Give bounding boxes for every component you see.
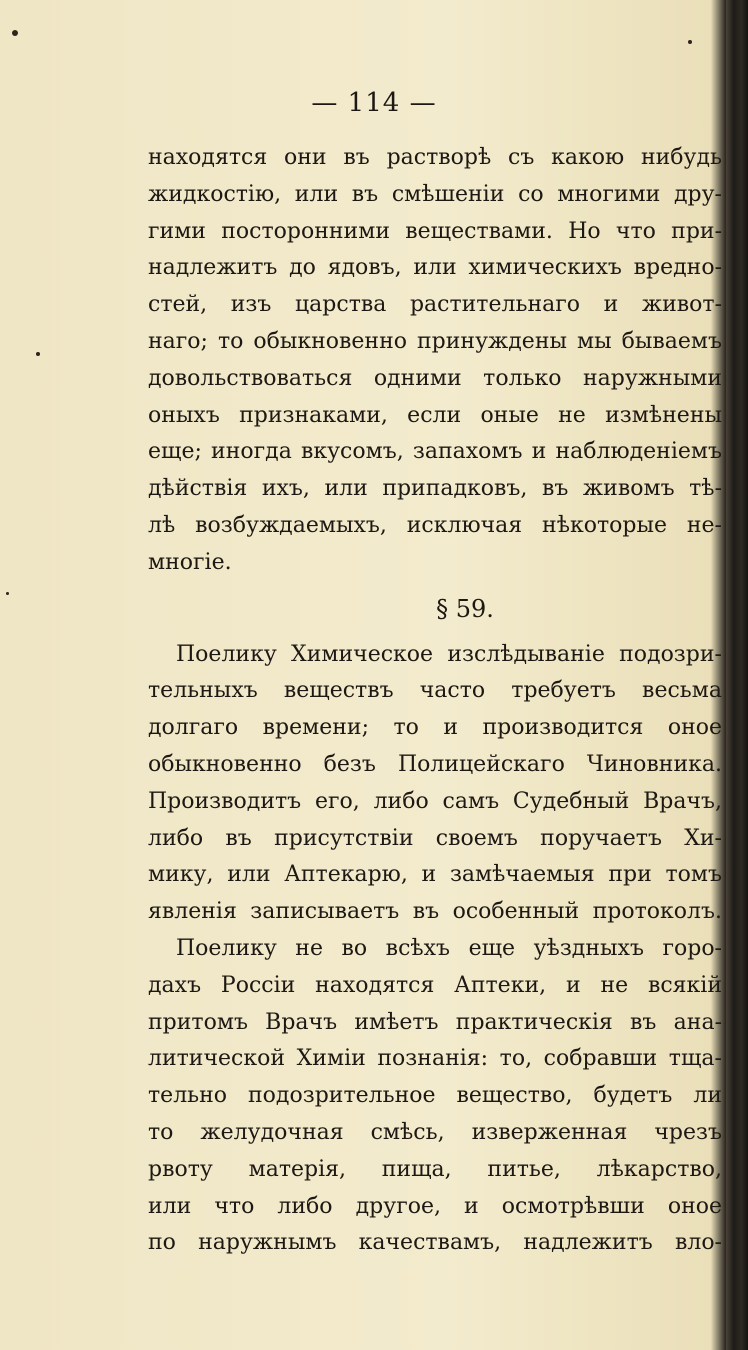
text-line: надлежитъ до ядовъ, или химическихъ вредно- (148, 255, 722, 281)
text-line: тельно подозрительное вещество, будетъ ли (148, 1083, 722, 1109)
text-line: литической Химіи познанія: то, собравши тща- (148, 1046, 722, 1072)
ink-speck (12, 30, 18, 36)
text-line: Поелику Химическое изслѣдываніе подозри- (176, 641, 722, 667)
ink-speck (688, 40, 692, 44)
text-line: жидкостію, или въ смѣшеніи со многими дру- (148, 181, 722, 207)
text-line: лѣ возбуждаемыхъ, исключая нѣкоторые не- (148, 512, 722, 538)
text-line: наго; то обыкновенно принуждены мы бываемъ (148, 328, 722, 354)
text-line: по наружнымъ качествамъ, надлежитъ вло- (148, 1230, 722, 1256)
text-line: тельныхъ веществъ часто требуетъ весьма (148, 678, 722, 704)
text-line: гими посторонними веществами. Но что при- (148, 218, 722, 244)
text-line: либо въ присутствіи своемъ поручаетъ Хи- (148, 825, 722, 851)
text-line: обыкновенно безъ Полицейскаго Чиновника. (148, 751, 722, 777)
text-line: довольствоваться одними только наружными (148, 365, 722, 391)
text-line: Производитъ его, либо самъ Судебный Врачъ, (148, 788, 722, 814)
text-line: многіе. (148, 549, 232, 575)
text-line: стей, изъ царства растительнаго и живот- (148, 292, 722, 318)
text-line: еще; иногда вкусомъ, запахомъ и наблюденіемъ (148, 439, 722, 465)
text-line: мику, или Аптекарю, и замѣчаемыя при томъ (148, 862, 722, 888)
text-line: долгаго времени; то и производится оное (148, 715, 722, 741)
section-heading: § 59. (436, 594, 494, 623)
text-line: или что либо другое, и осмотрѣвши оное (148, 1193, 722, 1219)
text-line: то желудочная смѣсь, изверженная чрезъ (148, 1119, 722, 1145)
text-line: оныхъ признаками, если оные не измѣнены (148, 402, 722, 428)
text-line: рвоту матерія, пища, питье, лѣкарство, (148, 1156, 722, 1182)
ink-speck (6, 592, 9, 595)
text-line: дѣйствія ихъ, или припадковъ, въ живомъ тѣ- (148, 476, 722, 502)
text-line: дахъ Россіи находятся Аптеки, и не всякій (148, 972, 722, 998)
page-edge (726, 0, 748, 1350)
ink-speck (36, 352, 40, 356)
body-text (148, 140, 722, 1262)
text-line: явленія записываетъ въ особенный протоколъ. (148, 899, 722, 925)
text-line: находятся они въ растворѣ съ какою нибудь (148, 145, 722, 170)
text-line: притомъ Врачъ имѣетъ практическія въ ана- (148, 1009, 722, 1035)
page-number: — 114 — (311, 88, 437, 118)
text-line: Поелику не во всѣхъ еще уѣздныхъ горо- (176, 935, 722, 961)
